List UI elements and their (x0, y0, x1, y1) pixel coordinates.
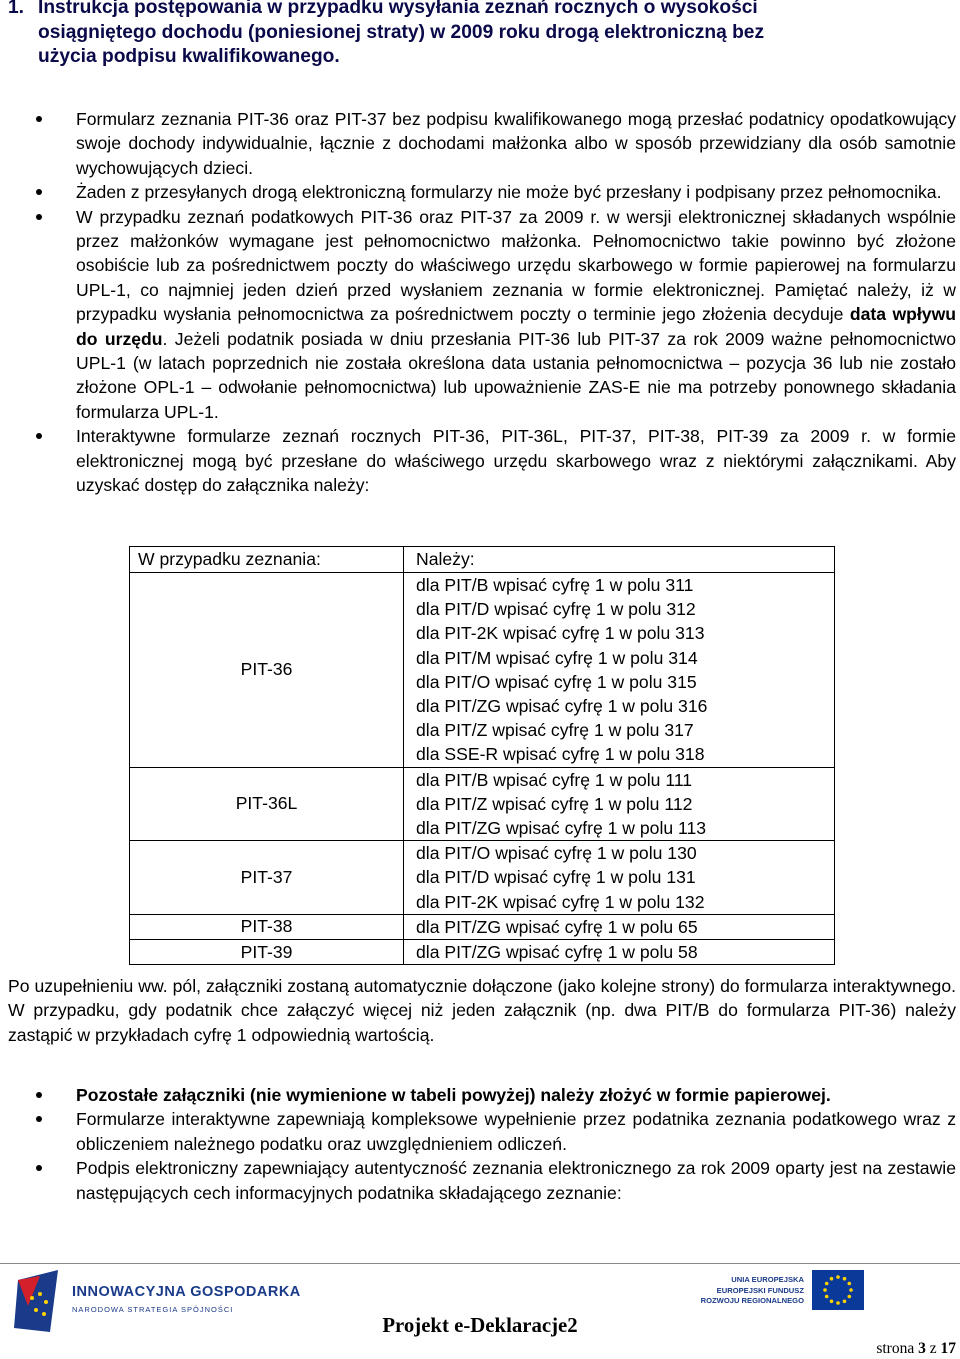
table-row (130, 573, 835, 768)
heading-number: 1. (8, 0, 25, 18)
section-heading (8, 0, 956, 70)
instruction-line: dla PIT/ZG wpisać cyfrę 1 w polu 58 (416, 942, 698, 963)
table-row (130, 914, 835, 939)
form-name-cell: PIT-38 (130, 914, 404, 939)
table-row (130, 767, 835, 841)
eu-flag-icon (812, 1270, 864, 1310)
table-row (130, 940, 835, 965)
page-current: 3 (918, 1340, 926, 1357)
instruction-line: dla PIT/O wpisać cyfrę 1 w polu 130 (416, 843, 697, 864)
bullet-item (0, 205, 960, 425)
form-name-cell: PIT-36L (130, 767, 404, 841)
instruction-line: dla PIT/Z wpisać cyfrę 1 w polu 317 (416, 720, 694, 741)
table-row (130, 841, 835, 915)
eu-line: UNIA EUROPEJSKA (731, 1275, 804, 1284)
instruction-line: dla PIT-2K wpisać cyfrę 1 w polu 132 (416, 891, 705, 912)
logo-subtitle: NARODOWA STRATEGIA SPÓJNOŚCI (72, 1305, 234, 1314)
eu-line: ROZWOJU REGIONALNEGO (700, 1296, 804, 1305)
instruction-line: dla PIT/ZG wpisać cyfrę 1 w polu 65 (416, 916, 698, 937)
instruction-line: dla PIT/M wpisać cyfrę 1 w polu 314 (416, 647, 698, 668)
project-name: Projekt e-Deklaracje2 (382, 1314, 578, 1337)
eu-star (843, 1300, 847, 1304)
instruction-line: dla PIT/D wpisać cyfrę 1 w polu 312 (416, 599, 696, 620)
bullet-item: Żaden z przesyłanych drogą elektroniczną formularzy nie może być przesłany i podpisany przez pełnomocnika. (0, 180, 960, 204)
table-header-cell: Należy: (404, 547, 835, 573)
eu-star (823, 1288, 827, 1292)
eu-star (836, 1301, 840, 1305)
instruction-line: dla PIT/B wpisać cyfrę 1 w polu 111 (416, 769, 693, 790)
instructions-cell (404, 940, 835, 965)
eu-star (848, 1295, 852, 1299)
heading-line-2: osiągniętego dochodu (poniesionej straty) w 2009 roku drogą elektroniczną bez (38, 21, 765, 43)
page-number (876, 1340, 956, 1358)
eu-line: EUROPEJSKI FUNDUSZ (716, 1285, 804, 1295)
bullet-item: Formularz zeznania PIT-36 oraz PIT-37 bez podpisu kwalifikowanego mogą przesłać podatnicy opodatkowujący swoje dochody indywidualnie, łącznie z dochodami małżonka albo w sposób przewidziany dla osób samotnie wychowujących dzieci. (0, 107, 960, 180)
bullet-list-bottom (0, 1083, 960, 1205)
heading-line-1: Instrukcja postępowania w przypadku wysyłania zeznań rocznych o wysokości (38, 0, 758, 18)
eu-star (830, 1300, 834, 1304)
instructions-cell (404, 841, 835, 915)
bullet-item: Interaktywne formularze zeznań rocznych PIT-36, PIT-36L, PIT-37, PIT-38, PIT-39 za 2009 r. w formie elektronicznej mogą być przesłane do właściwego urzędu skarbowego wraz z niektórymi załącznikami. Aby uzyskać dostęp do załącznika należy: (0, 424, 960, 497)
eu-star (825, 1295, 829, 1299)
eu-stars-icon (812, 1270, 864, 1310)
instruction-line: dla PIT/D wpisać cyfrę 1 w polu 131 (416, 867, 696, 888)
logo-title: INNOWACYJNA GOSPODARKA (72, 1284, 301, 1300)
instruction-line: dla PIT-2K wpisać cyfrę 1 w polu 313 (416, 623, 705, 644)
bullet-text: . Jeżeli podatnik posiada w dniu przesłania PIT-36 lub PIT-37 za rok 2009 ważne pełnomocnictwo UPL-1 (w latach poprzednich nie została określona data ustania pełnomocnictwa – pozycja 36 lub nie zostało złożone OPL-1 – odwołanie pełnomocnictwa) lub upoważnienie ZAS-E nie ma potrzeby ponownego składania formularza UPL-1. (76, 328, 956, 422)
instructions-cell (404, 914, 835, 939)
form-name-cell: PIT-36 (130, 573, 404, 768)
table-header-row (130, 547, 835, 573)
eu-star (848, 1282, 852, 1286)
bullet-list-top (0, 107, 960, 498)
instruction-line: dla PIT/B wpisać cyfrę 1 w polu 311 (416, 575, 694, 595)
table-header-cell: W przypadku zeznania: (130, 547, 404, 573)
eu-star (836, 1275, 840, 1279)
bullet-item: Formularze interaktywne zapewniają kompleksowe wypełnienie przez podatnika zeznania podatkowego wraz z obliczeniem należnego podatku oraz uwzględnieniem odliczeń. (0, 1107, 960, 1156)
instruction-line: dla PIT/O wpisać cyfrę 1 w polu 315 (416, 671, 697, 692)
instruction-line: dla PIT/Z wpisać cyfrę 1 w polu 112 (416, 793, 693, 814)
attachments-table (129, 546, 835, 965)
body-paragraph: Po uzupełnieniu ww. pól, załączniki zostaną automatycznie dołączone (jako kolejne strony) do formularza interaktywnego. W przypadku, gdy podatnik chce załączyć więcej niż jeden załącznik (np. dwa PIT/B do formularza PIT-36) należy zastąpić w przykładach cyfrę 1 odpowiednią wartością. (8, 976, 956, 1045)
bullet-item: Podpis elektroniczny zapewniający autentyczność zeznania elektronicznego za rok 2009 oparty jest na zestawie następujących cech informacyjnych podatnika składającego zeznanie: (0, 1156, 960, 1205)
footer-divider (0, 1263, 960, 1264)
bold-phrase: data wpływu do urzędu (76, 304, 956, 349)
heading-line-3: użycia podpisu kwalifikowanego. (38, 46, 340, 67)
eu-star (843, 1277, 847, 1281)
eu-star (830, 1277, 834, 1281)
instruction-line: dla SSE-R wpisać cyfrę 1 w polu 318 (416, 744, 705, 765)
form-name-cell: PIT-37 (130, 841, 404, 915)
instruction-line: dla PIT/ZG wpisać cyfrę 1 w polu 316 (416, 696, 708, 717)
bullet-text: W przypadku zeznań podatkowych PIT-36 oraz PIT-37 za 2009 r. w wersji elektronicznej składanych wspólnie przez małżonków wymagane jest pełnomocnictwo małżonka. Pełnomocnictwo takie powinno być złożone osobiście lub za pośrednictwem poczty do właściwego urzędu skarbowego w formie papierowej na formularzu UPL-1, co najmniej jeden dzień przed wysłaniem zeznania w formie elektronicznej. Pamiętać należy, iż w przypadku wysłania pełnomocnictwa za pośrednictwem poczty o terminie jego złożenia decyduje (76, 206, 956, 325)
page-prefix: strona (876, 1340, 919, 1357)
eu-logo-text (700, 1275, 804, 1307)
page-sep: z (925, 1340, 941, 1357)
form-name-cell: PIT-39 (130, 940, 404, 965)
instructions-cell (404, 767, 835, 841)
page-total: 17 (940, 1340, 956, 1357)
bullet-item: Pozostałe załączniki (nie wymienione w tabeli powyżej) należy złożyć w formie papierowej. (0, 1083, 960, 1107)
instructions-cell (404, 573, 835, 768)
eu-star (825, 1282, 829, 1286)
eu-star (849, 1288, 853, 1292)
instruction-line: dla PIT/ZG wpisać cyfrę 1 w polu 113 (416, 818, 707, 839)
